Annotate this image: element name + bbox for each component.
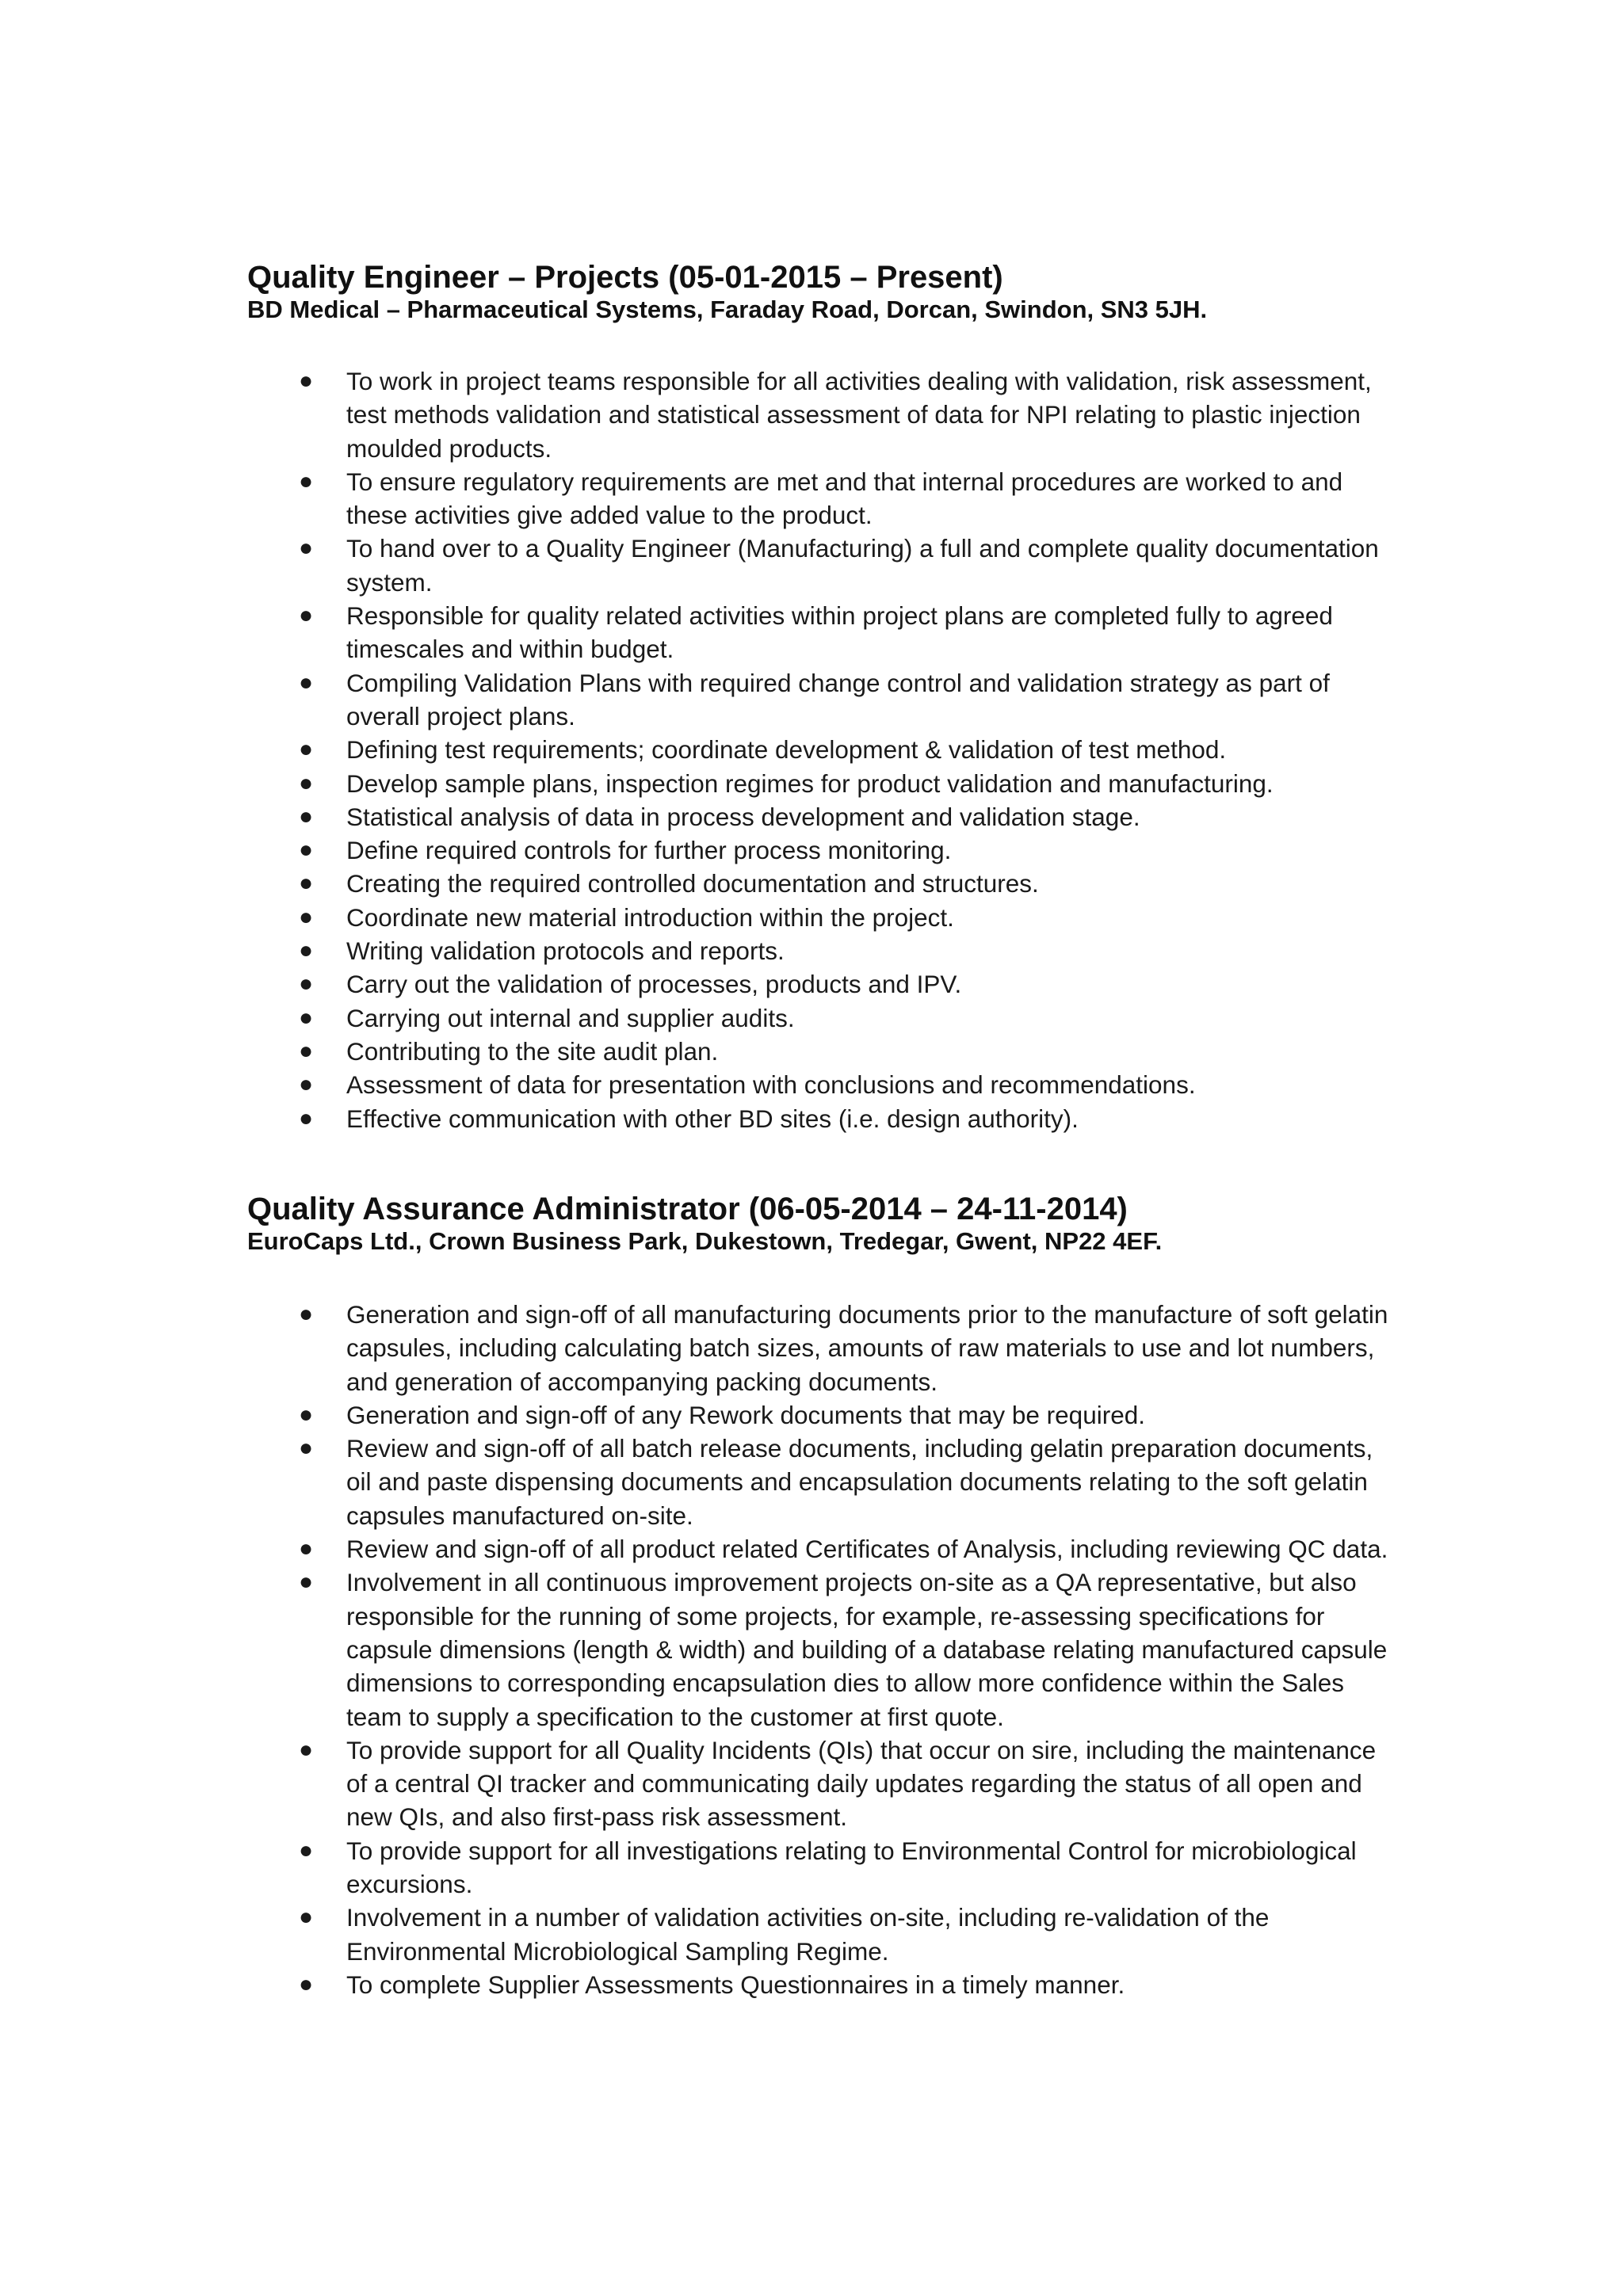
bullet-icon: ● — [299, 467, 314, 494]
list-item: ● To ensure regulatory requirements are met and that internal procedures are worked to and these activities give added value to the product. — [247, 465, 1400, 532]
bullet-icon: ● — [299, 368, 314, 394]
job-section-qa-administrator — [247, 1192, 1396, 2001]
list-item: ● To provide support for all Quality Incidents (QIs) that occur on sire, including the maintenance of a central QI tracker and communicating daily updates regarding the status of all open and new QIs, and also first-pass risk assessment. — [247, 1733, 1400, 1834]
list-item: ● Statistical analysis of data in process development and validation stage. — [247, 800, 1400, 833]
list-item: ● Effective communication with other BD sites (i.e. design authority). — [247, 1102, 1400, 1135]
list-item: ● To work in project teams responsible for all activities dealing with validation, risk assessment, test methods validation and statistical assessment of data for NPI relating to plastic injection moulded products. — [247, 364, 1400, 465]
bullet-icon: ● — [299, 971, 314, 997]
list-item: ● To complete Supplier Assessments Questionnaires in a timely manner. — [247, 1968, 1400, 2001]
list-item: ● Creating the required controlled documentation and structures. — [247, 867, 1400, 900]
list-item: ● To provide support for all investigations relating to Environmental Control for microbiological excursions. — [247, 1834, 1400, 1901]
bullet-icon: ● — [299, 837, 314, 864]
bullet-icon: ● — [299, 669, 314, 696]
bullet-icon: ● — [299, 1569, 314, 1596]
list-item: ● Involvement in all continuous improvement projects on-site as a QA representative, but also responsible for the running of some projects, for example, re-assessing specifications for capsule dimensions (length & width) and building of a database relating manufactured capsule dimensions to corresponding encapsulation dies to allow more confidence within the Sales team to supply a specification to the customer at first quote. — [247, 1566, 1400, 1733]
bullet-icon: ● — [299, 1071, 314, 1098]
list-item: ● Develop sample plans, inspection regimes for product validation and manufacturing. — [247, 767, 1400, 800]
list-item: ● Generation and sign-off of any Rework documents that may be required. — [247, 1398, 1400, 1432]
list-item: ● To hand over to a Quality Engineer (Manufacturing) a full and complete quality documentation system. — [247, 532, 1400, 599]
bullet-icon: ● — [299, 1104, 314, 1131]
list-item: ● Assessment of data for presentation with conclusions and recommendations. — [247, 1068, 1400, 1101]
list-item: ● Compiling Validation Plans with required change control and validation strategy as part of overall project plans. — [247, 666, 1400, 734]
bullet-icon: ● — [299, 535, 314, 562]
bullet-icon: ● — [299, 1535, 314, 1562]
bullet-icon: ● — [299, 602, 314, 629]
bullet-icon: ● — [299, 1435, 314, 1462]
bullet-icon: ● — [299, 1736, 314, 1763]
list-item: ● Defining test requirements; coordinate development & validation of test method. — [247, 733, 1400, 766]
list-item: ● Review and sign-off of all product related Certificates of Analysis, including reviewing QC data. — [247, 1532, 1400, 1566]
duties-list — [247, 364, 1396, 1135]
list-item: ● Carry out the validation of processes, products and IPV. — [247, 967, 1400, 1001]
bullet-icon: ● — [299, 1904, 314, 1931]
job-title: Quality Assurance Administrator (06-05-2014 – 24-11-2014) — [247, 1192, 1128, 1226]
bullet-icon: ● — [299, 803, 314, 830]
bullet-icon: ● — [299, 937, 314, 964]
list-item: ● Responsible for quality related activities within project plans are completed fully to agreed timescales and within budget. — [247, 599, 1400, 666]
duties-list — [247, 1298, 1396, 2001]
list-item: ● Carrying out internal and supplier audits. — [247, 1001, 1400, 1035]
list-item: ● Writing validation protocols and reports. — [247, 934, 1400, 967]
bullet-icon: ● — [299, 736, 314, 763]
list-item: ● Define required controls for further process monitoring. — [247, 833, 1400, 867]
list-item: ● Review and sign-off of all batch release documents, including gelatin preparation documents, oil and paste dispensing documents and encapsulation documents relating to the soft gelatin capsules manufactured on-site. — [247, 1432, 1400, 1532]
bullet-icon: ● — [299, 1301, 314, 1327]
employer-line: BD Medical – Pharmaceutical Systems, Faraday Road, Dorcan, Swindon, SN3 5JH. — [247, 296, 1208, 323]
job-section-quality-engineer — [247, 260, 1396, 1135]
bullet-icon: ● — [299, 769, 314, 796]
bullet-icon: ● — [299, 1004, 314, 1031]
list-item: ● Involvement in a number of validation activities on-site, including re-validation of the Environmental Microbiological Sampling Regime. — [247, 1901, 1400, 1968]
bullet-icon: ● — [299, 903, 314, 930]
bullet-icon: ● — [299, 1836, 314, 1863]
bullet-icon: ● — [299, 1401, 314, 1428]
list-item: ● Generation and sign-off of all manufacturing documents prior to the manufacture of soft gelatin capsules, including calculating batch sizes, amounts of raw materials to use and lot numbers, and generation of accompanying packing documents. — [247, 1298, 1400, 1398]
employer-line: EuroCaps Ltd., Crown Business Park, Dukestown, Tredegar, Gwent, NP22 4EF. — [247, 1227, 1163, 1255]
bullet-icon: ● — [299, 1037, 314, 1064]
list-item: ● Contributing to the site audit plan. — [247, 1035, 1400, 1068]
bullet-icon: ● — [299, 870, 314, 897]
job-title: Quality Engineer – Projects (05-01-2015 – Present) — [247, 260, 1003, 295]
bullet-icon: ● — [299, 1970, 314, 1997]
list-item: ● Coordinate new material introduction within the project. — [247, 901, 1400, 934]
